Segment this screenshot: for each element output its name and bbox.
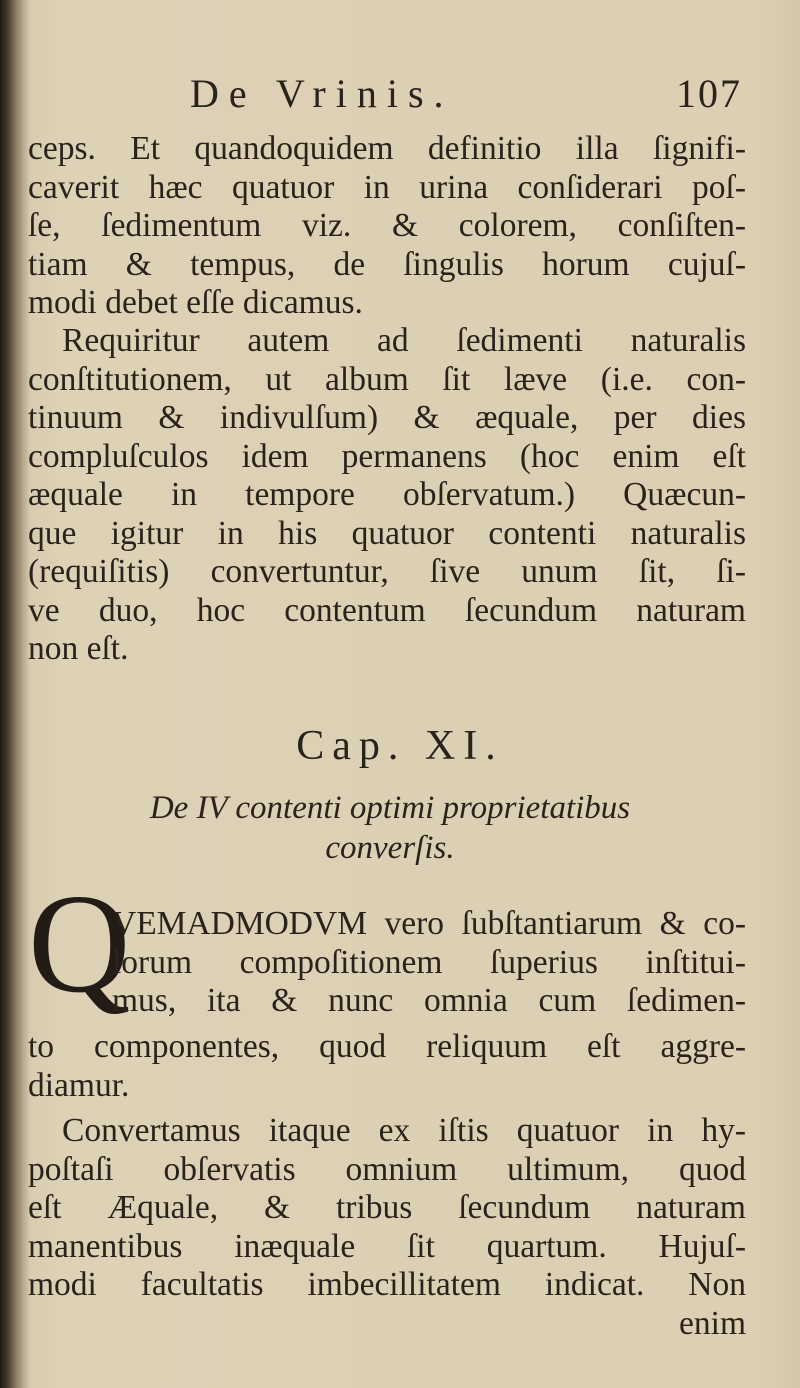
text-line: Convertamus itaque ex iſtis quatuor in hy- (62, 1112, 746, 1149)
text-line: diamur. (28, 1066, 130, 1104)
page-number: 107 (676, 71, 742, 116)
text-line: caverit hæc quatuor in urina conſiderari poſ- (28, 168, 746, 206)
text-line: modi facultatis imbecillitatem indicat. Non (28, 1266, 746, 1303)
paragraph-continuation (28, 130, 746, 323)
text-line: compluſculos idem permanens (hoc enim eſt (28, 437, 746, 475)
text-line: que igitur in his quatuor contenti naturalis (28, 514, 746, 552)
catchword: enim (679, 1304, 746, 1342)
chapter-subtitle-line-2: converſis. (325, 830, 455, 866)
text-line: Requiritur autem ad ſedimenti naturalis (62, 322, 746, 359)
text-line: lorum compoſitionem ſuperius inſtitui- (112, 943, 746, 981)
paragraph-quemadmodum-rest (28, 1028, 746, 1105)
running-header (190, 70, 750, 120)
text-line: to componentes, quod reliquum eſt aggre- (28, 1028, 746, 1065)
text-line: tiam & tempus, de ſingulis horum cujuſ- (28, 245, 746, 283)
paragraph-requiritur (28, 322, 746, 669)
text-line: ve duo, hoc contentum ſecundum naturam (28, 591, 746, 629)
text-line: non eſt. (28, 630, 129, 667)
text-line: ſe, ſedimentum viz. & colorem, conſiſten- (28, 207, 746, 244)
text-line: modi debet eſſe dicamus. (28, 284, 363, 321)
text-line: ceps. Et quandoquidem definitio illa ſignifi- (28, 130, 746, 167)
text-line: tinuum & indivulſum) & æquale, per dies (28, 399, 746, 436)
text-line: poſtaſi obſervatis omnium ultimum, quod (28, 1150, 746, 1188)
running-title: De Vrinis. (190, 71, 454, 116)
text-line: VEMADMODVM vero ſubſtantiarum & co- (112, 905, 746, 942)
paragraph-quemadmodum-beside-cap (112, 905, 746, 1021)
chapter-heading: Cap. XI. (296, 723, 504, 769)
text-line: (requiſitis) convertuntur, ſive unum ſit, ſi- (28, 553, 746, 590)
text-line: conſtitutionem, ut album ſit læve (i.e. con- (28, 360, 746, 398)
book-spine-shadow (0, 0, 22, 1388)
text-line: manentibus inæquale ſit quartum. Hujuſ- (28, 1227, 746, 1265)
drop-cap-initial: Q (28, 864, 131, 1022)
text-line: mus, ita & nunc omnia cum ſedimen- (112, 982, 746, 1019)
paragraph-convertamus (28, 1112, 746, 1343)
text-line: eſt Æquale, & tribus ſecundum naturam (28, 1189, 746, 1226)
text-line: æquale in tempore obſervatum.) Quæcun- (28, 476, 746, 513)
chapter-subtitle-line-1: De IV contenti optimi proprietatibus (149, 790, 631, 826)
